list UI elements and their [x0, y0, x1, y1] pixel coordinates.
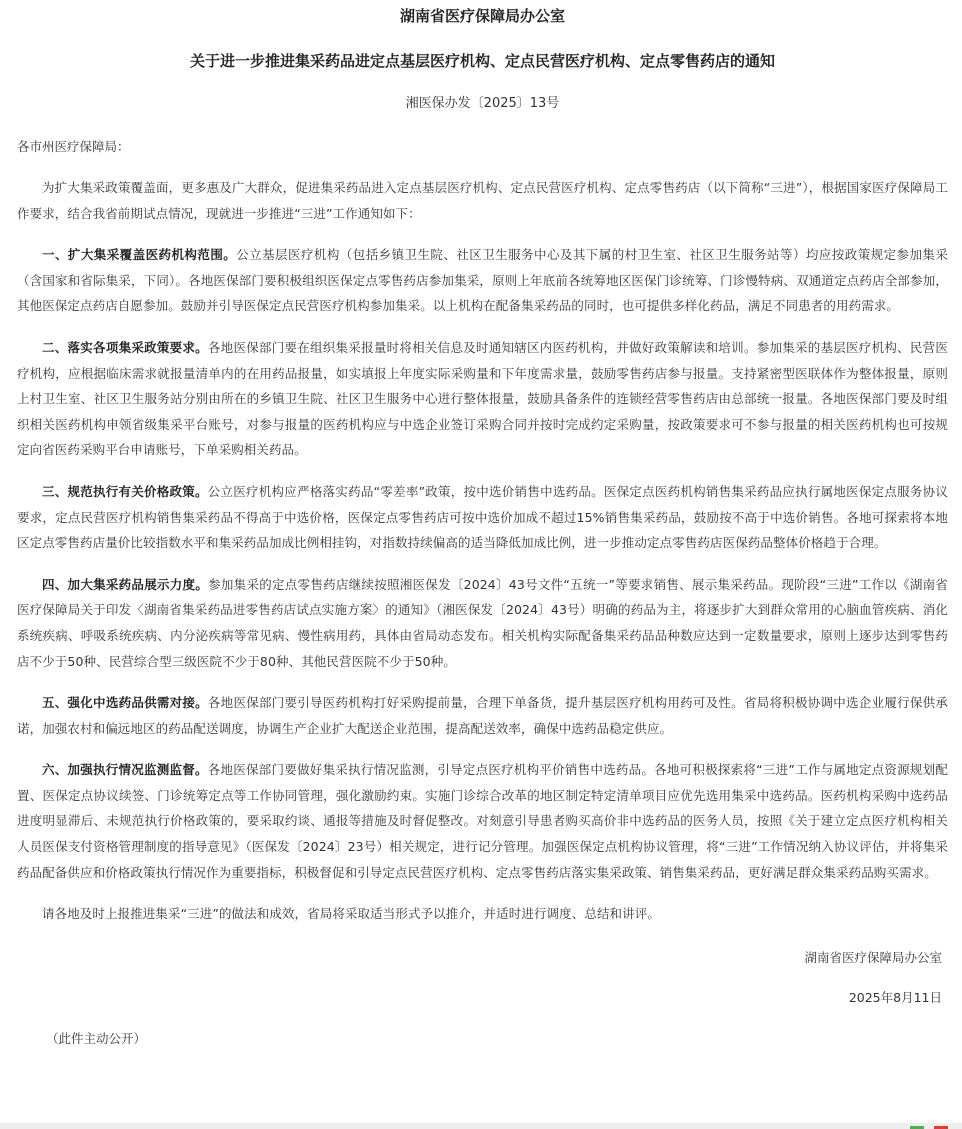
closing-paragraph: 请各地及时上报推进集采“三进”的做法和成效，省局将采取适当形式予以推介，并适时进行调度、总结和讲评。 [42, 906, 660, 922]
section-text-2: 各地医保部门要在组织集采报量时将相关信息及时通知辖区内医药机构，并做好政策解读和培训。参加集采的基层医疗机构、民营医疗机构，应根据临床需求就报量清单内的在用药品报量，如实填报上年度实际采购量和下年度需求量，鼓励零售药店参与报量。支持紧密型医联体作为整体报量，原则上村卫生室、社区卫生服务站分别由所在的乡镇卫生院、社区卫生服务中心进行整体报量，鼓励具备条件的连锁经营零售药店由总部统一报量。各地医保部门要及时组织相关医药机构申领省级集采平台账号，对参与报量的医药机构应与中选企业签订采购合同并按时完成约定采购量，按政策要求可不参与报量的相关医药机构也可按规定向省医药采购平台申请账号，下单采购相关药品。 [17, 339, 948, 458]
section-lead-5: 五、强化中选药品供需对接。 [42, 695, 208, 711]
section-text-5: 各地医保部门要引导医药机构打好采购提前量，合理下单备货，提升基层医疗机构用药可及性。省局将积极协调中选企业履行保供承诺，加强农村和偏远地区的药品配送调度，协调生产企业扩大配送企业范围，提高配送效率，确保中选药品稳定供应。 [17, 695, 948, 736]
section-text-4: 参加集采的定点零售药店继续按照湘医保发〔2024〕43号文件“五统一”等要求销售、展示集采药品。现阶段“三进”工作以《湖南省医疗保障局关于印发〈湖南省集采药品进零售药店试点实施方案〉的通知》（湘医保发〔2024〕43号）明确的药品为主，将逐步扩大到群众常用的心脑血管疾病、消化系统疾病、呼吸系统疾病、内分泌疾病等常见病、慢性病用药，具体由省局动态发布。相关机构实际配备集采药品品种数应达到一定数量要求，原则上逐步达到零售药店不少于50种、民营综合型三级医院不少于80种、其他民营医院不少于50种。 [17, 576, 948, 669]
document-title: 关于进一步推进集采药品进定点基层医疗机构、定点民营医疗机构、定点零售药店的通知 [189, 52, 775, 70]
signature: 湖南省医疗保障局办公室 [804, 949, 942, 965]
disclosure-note: （此件主动公开） [46, 1030, 147, 1046]
section-text-3: 公立医疗机构应严格落实药品“零差率”政策，按中选价销售中选药品。医保定点医药机构销售集采药品应执行属地医保定点服务协议要求，定点民营医疗机构销售集采药品不得高于中选价格，医保定点零售药店可按中选价加成不超过15%销售集采药品，鼓励按不高于中选价销售。各地可探索将本地区定点零售药店量价比较指数水平和集采药品加成比例相挂钩，对指数持续偏高的适当降低加成比例，进一步推动定点零售药店医保药品整体价格趋于合理。 [17, 483, 948, 551]
footer-bar [0, 1123, 962, 1129]
section-lead-4: 四、加大集采药品展示力度。 [42, 576, 209, 592]
section-paragraph-1 [17, 242, 948, 319]
section-lead-6: 六、加强执行情况监测监督。 [42, 762, 208, 778]
section-lead-3: 三、规范执行有关价格政策。 [42, 483, 208, 499]
document-page [0, 6, 962, 1129]
section-lead-1: 一、扩大集采覆盖医药机构范围。 [42, 247, 237, 263]
section-paragraph-3 [17, 479, 948, 556]
section-text-6: 各地医保部门要做好集采执行情况监测，引导定点医疗机构平价销售中选药品。各地可积极探索将“三进”工作与属地定点资源规划配置、医保定点协议续签、门诊统筹定点等工作协同管理，强化激励约束。实施门诊综合改革的地区制定特定清单项目应优先选用集采中选药品。医药机构采购中选药品进度明显滞后、未规范执行价格政策的，要采取约谈、通报等措施及时督促整改。对刻意引导患者购买高价非中选药品的医务人员，按照《关于建立定点医疗机构相关人员医保支付资格管理制度的指导意见》（医保发〔2024〕23号）相关规定，进行记分管理。加强医保定点机构协议管理，将“三进”工作情况纳入协议评估，并将集采药品配备供应和价格政策执行情况作为重要指标，积极督促和引导定点民营医疗机构、定点零售药店落实集采政策、销售集采药品，更好满足群众集采药品购买需求。 [17, 762, 948, 880]
section-paragraph-2 [17, 335, 948, 463]
addressee: 各市州医疗保障局： [17, 139, 130, 154]
section-paragraph-4 [17, 572, 948, 674]
section-text-1: 公立基层医疗机构（包括乡镇卫生院、社区卫生服务中心及其下属的村卫生室、社区卫生服务站等）均应按政策规定参加集采（含国家和省际集采，下同）。各地医保部门要积极组织医保定点零售药店参加集采，原则上年底前各统筹地区医保门诊统筹、门诊慢特病、双通道定点药店全部参加，其他医保定点药店自愿参加。鼓励并引导医保定点民营医疗机构参加集采。以上机构在配备集采药品的同时，也可提供多样化药品，满足不同患者的用药需求。 [17, 247, 948, 314]
section-paragraph-5 [17, 690, 948, 741]
section-lead-2: 二、落实各项集采政策要求。 [42, 339, 208, 355]
section-paragraph-6 [17, 757, 948, 885]
issue-date: 2025年8月11日 [848, 989, 942, 1005]
document-number: 湘医保办发〔2025〕13号 [405, 96, 560, 111]
issuer-heading: 湖南省医疗保障局办公室 [399, 7, 565, 25]
intro-paragraph: 为扩大集采政策覆盖面，更多惠及广大群众，促进集采药品进入定点基层医疗机构、定点民营医疗机构、定点零售药店（以下简称“三进”），根据国家医疗保障局工作要求，结合我省前期试点情况，现就进一步推进“三进”工作通知如下： [17, 180, 948, 221]
